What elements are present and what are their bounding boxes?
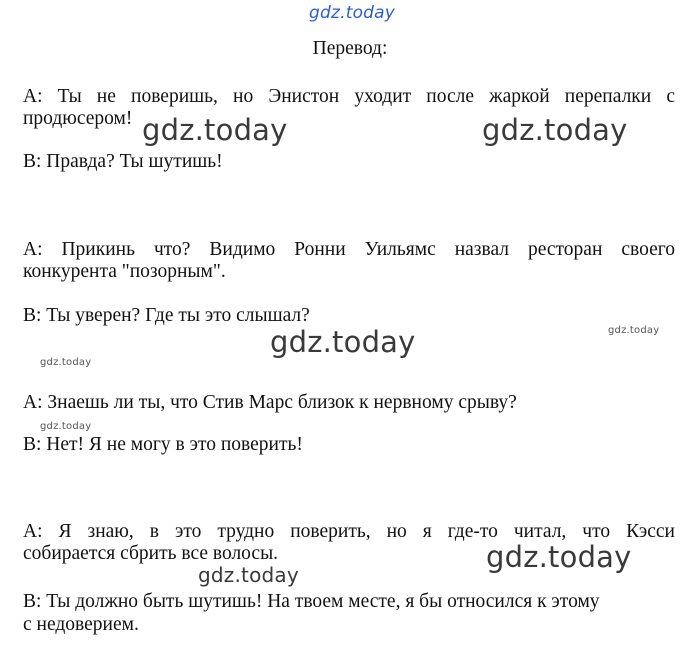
dialogue-line-8: B: Нет! Я не могу в это поверить!: [23, 434, 303, 455]
dialogue-line-3: B: Правда? Ты шутишь!: [23, 151, 223, 172]
dialogue-line-2: продюсером!: [23, 108, 133, 129]
dialogue-line-11: B: Ты должно быть шутишь! На твоем месте, я бы относился к этому: [23, 591, 600, 612]
page-title: Перевод:: [312, 38, 388, 59]
watermark: gdz.today: [608, 325, 660, 336]
watermark: gdz.today: [486, 540, 632, 574]
dialogue-line-4: A: Прикинь что? Видимо Ронни Уильямс назвал ресторан своего: [23, 239, 675, 260]
dialogue-line-6: B: Ты уверен? Где ты это слышал?: [23, 305, 310, 326]
dialogue-line-10: собирается сбрить все волосы.: [23, 543, 279, 564]
dialogue-line-7: A: Знаешь ли ты, что Стив Марс близок к нервному срыву?: [23, 392, 517, 413]
watermark: gdz.today: [270, 325, 416, 359]
watermark: gdz.today: [40, 421, 92, 432]
dialogue-line-12: с недоверием.: [23, 614, 139, 635]
watermark: gdz.today: [40, 357, 92, 368]
dialogue-line-9: A: Я знаю, в это трудно поверить, но я где-то читал, что Кэсси: [23, 521, 675, 542]
dialogue-line-5: конкурента "позорным".: [23, 261, 226, 282]
dialogue-line-1: A: Ты не поверишь, но Энистон уходит после жаркой перепалки с: [23, 86, 675, 107]
watermark-top: gdz.today: [309, 3, 396, 23]
watermark: gdz.today: [482, 113, 628, 147]
watermark: gdz.today: [142, 113, 288, 147]
watermark: gdz.today: [198, 563, 299, 587]
